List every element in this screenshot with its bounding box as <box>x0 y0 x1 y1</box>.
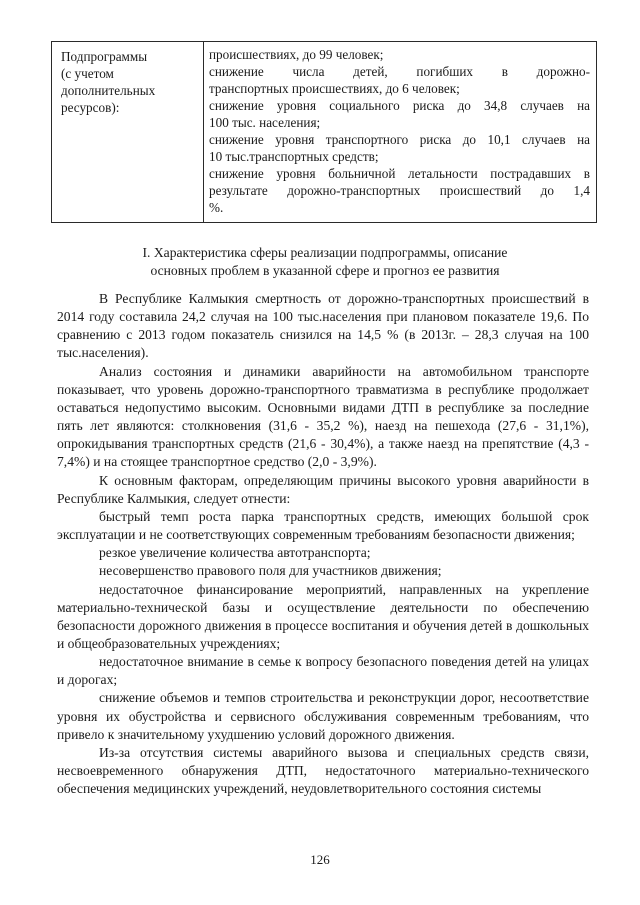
table-text-line: 10 тыс.транспортных средств; <box>209 149 379 164</box>
table-text-line: результате дорожно-транспортных происшествий до 1,4 <box>209 183 590 198</box>
table-text-line: снижение уровня больничной летальности пострадавших в <box>209 166 590 181</box>
table-label-line: Подпрограммы <box>61 49 148 64</box>
table-label-line: (с учетом <box>61 66 114 81</box>
table-row <box>52 42 597 223</box>
subprogram-resources-table <box>51 41 597 223</box>
section-heading-line: основных проблем в указанной сфере и прогноз ее развития <box>150 263 500 278</box>
table-content-cell <box>204 42 597 223</box>
paragraph: В Республике Калмыкия смертность от дорожно-транспортных происшествий в 2014 году составила 24,2 случая на 100 тыс.населения при плановом показателе 19,6. По сравнению с 2013 годом показатель снизился на 14,5 % (в 2013г. – 28,3 случая на 100 тыс.населения). <box>57 291 589 361</box>
paragraph: недостаточное финансирование мероприятий, направленных на укрепление материально-технической базы и осуществление деятельности по обеспечению безопасности дорожного движения в процессе воспитания и обучения детей в дошкольных и общеобразовательных учреждениях; <box>57 581 589 651</box>
paragraph: несовершенство правового поля для участников движения; <box>99 563 442 579</box>
section-heading <box>60 244 590 280</box>
table-text-line: транспортных происшествиях, до 6 человек; <box>209 81 460 96</box>
paragraph: Из-за отсутствия системы аварийного вызова и специальных средств связи, несвоевременного обнаружения ДТП, недостаточного материально-технического обеспечения медицинских учреждений, неудовлетворительного состояния системы <box>57 744 589 797</box>
table-text-line: происшествиях, до 99 человек; <box>209 47 384 62</box>
paragraph: К основным факторам, определяющим причины высокого уровня аварийности в Республике Калмыкия, следует отнести: <box>57 472 589 506</box>
paragraph: резкое увеличение количества автотранспорта; <box>99 545 371 561</box>
paragraph: недостаточное внимание в семье к вопросу безопасного поведения детей на улицах и дорогах; <box>57 654 589 688</box>
section-heading-line: I. Характеристика сферы реализации подпрограммы, описание <box>142 245 508 260</box>
table-text-line: 100 тыс. населения; <box>209 115 321 130</box>
table-label-line: ресурсов): <box>61 100 120 115</box>
table-text-line: снижение уровня транспортного риска до 10,1 случаев на <box>209 132 590 147</box>
paragraph: быстрый темп роста парка транспортных средств, имеющих большой срок эксплуатации и не соответствующих современным требованиям безопасности движения; <box>57 508 589 543</box>
table-text-line: %. <box>209 200 224 215</box>
body-text <box>57 290 589 798</box>
table-label-cell <box>52 42 204 223</box>
paragraph: Анализ состояния и динамики аварийности на автомобильном транспорте показывает, что уровень дорожно-транспортного травматизма в республике продолжает оставаться недопустимо высоким. Основными видами ДТП в республике за последние пять лет являются: столкновения (31,6 - 35,2 %), наезд на пешехода (27,6 - 31,1%), опрокидывания транспортных средств (21,6 - 30,4%), а также наезд на препятствие (4,3 - 7,4%) и на стоящее транспортное средство (2,0 - 3,9%). <box>57 363 589 470</box>
paragraph: снижение объемов и темпов строительства и реконструкции дорог, несоответствие уровня их обустройства и сервисного обслуживания современным требованиям, что привело к значительному ухудшению условий дорожного движения. <box>57 690 589 742</box>
table-label-line: дополнительных <box>61 83 156 98</box>
page-number: 126 <box>310 852 330 867</box>
table-text-line: снижение уровня социального риска до 34,8 случаев на <box>209 98 590 113</box>
table-text-line: снижение числа детей, погибших в дорожно- <box>209 64 590 79</box>
